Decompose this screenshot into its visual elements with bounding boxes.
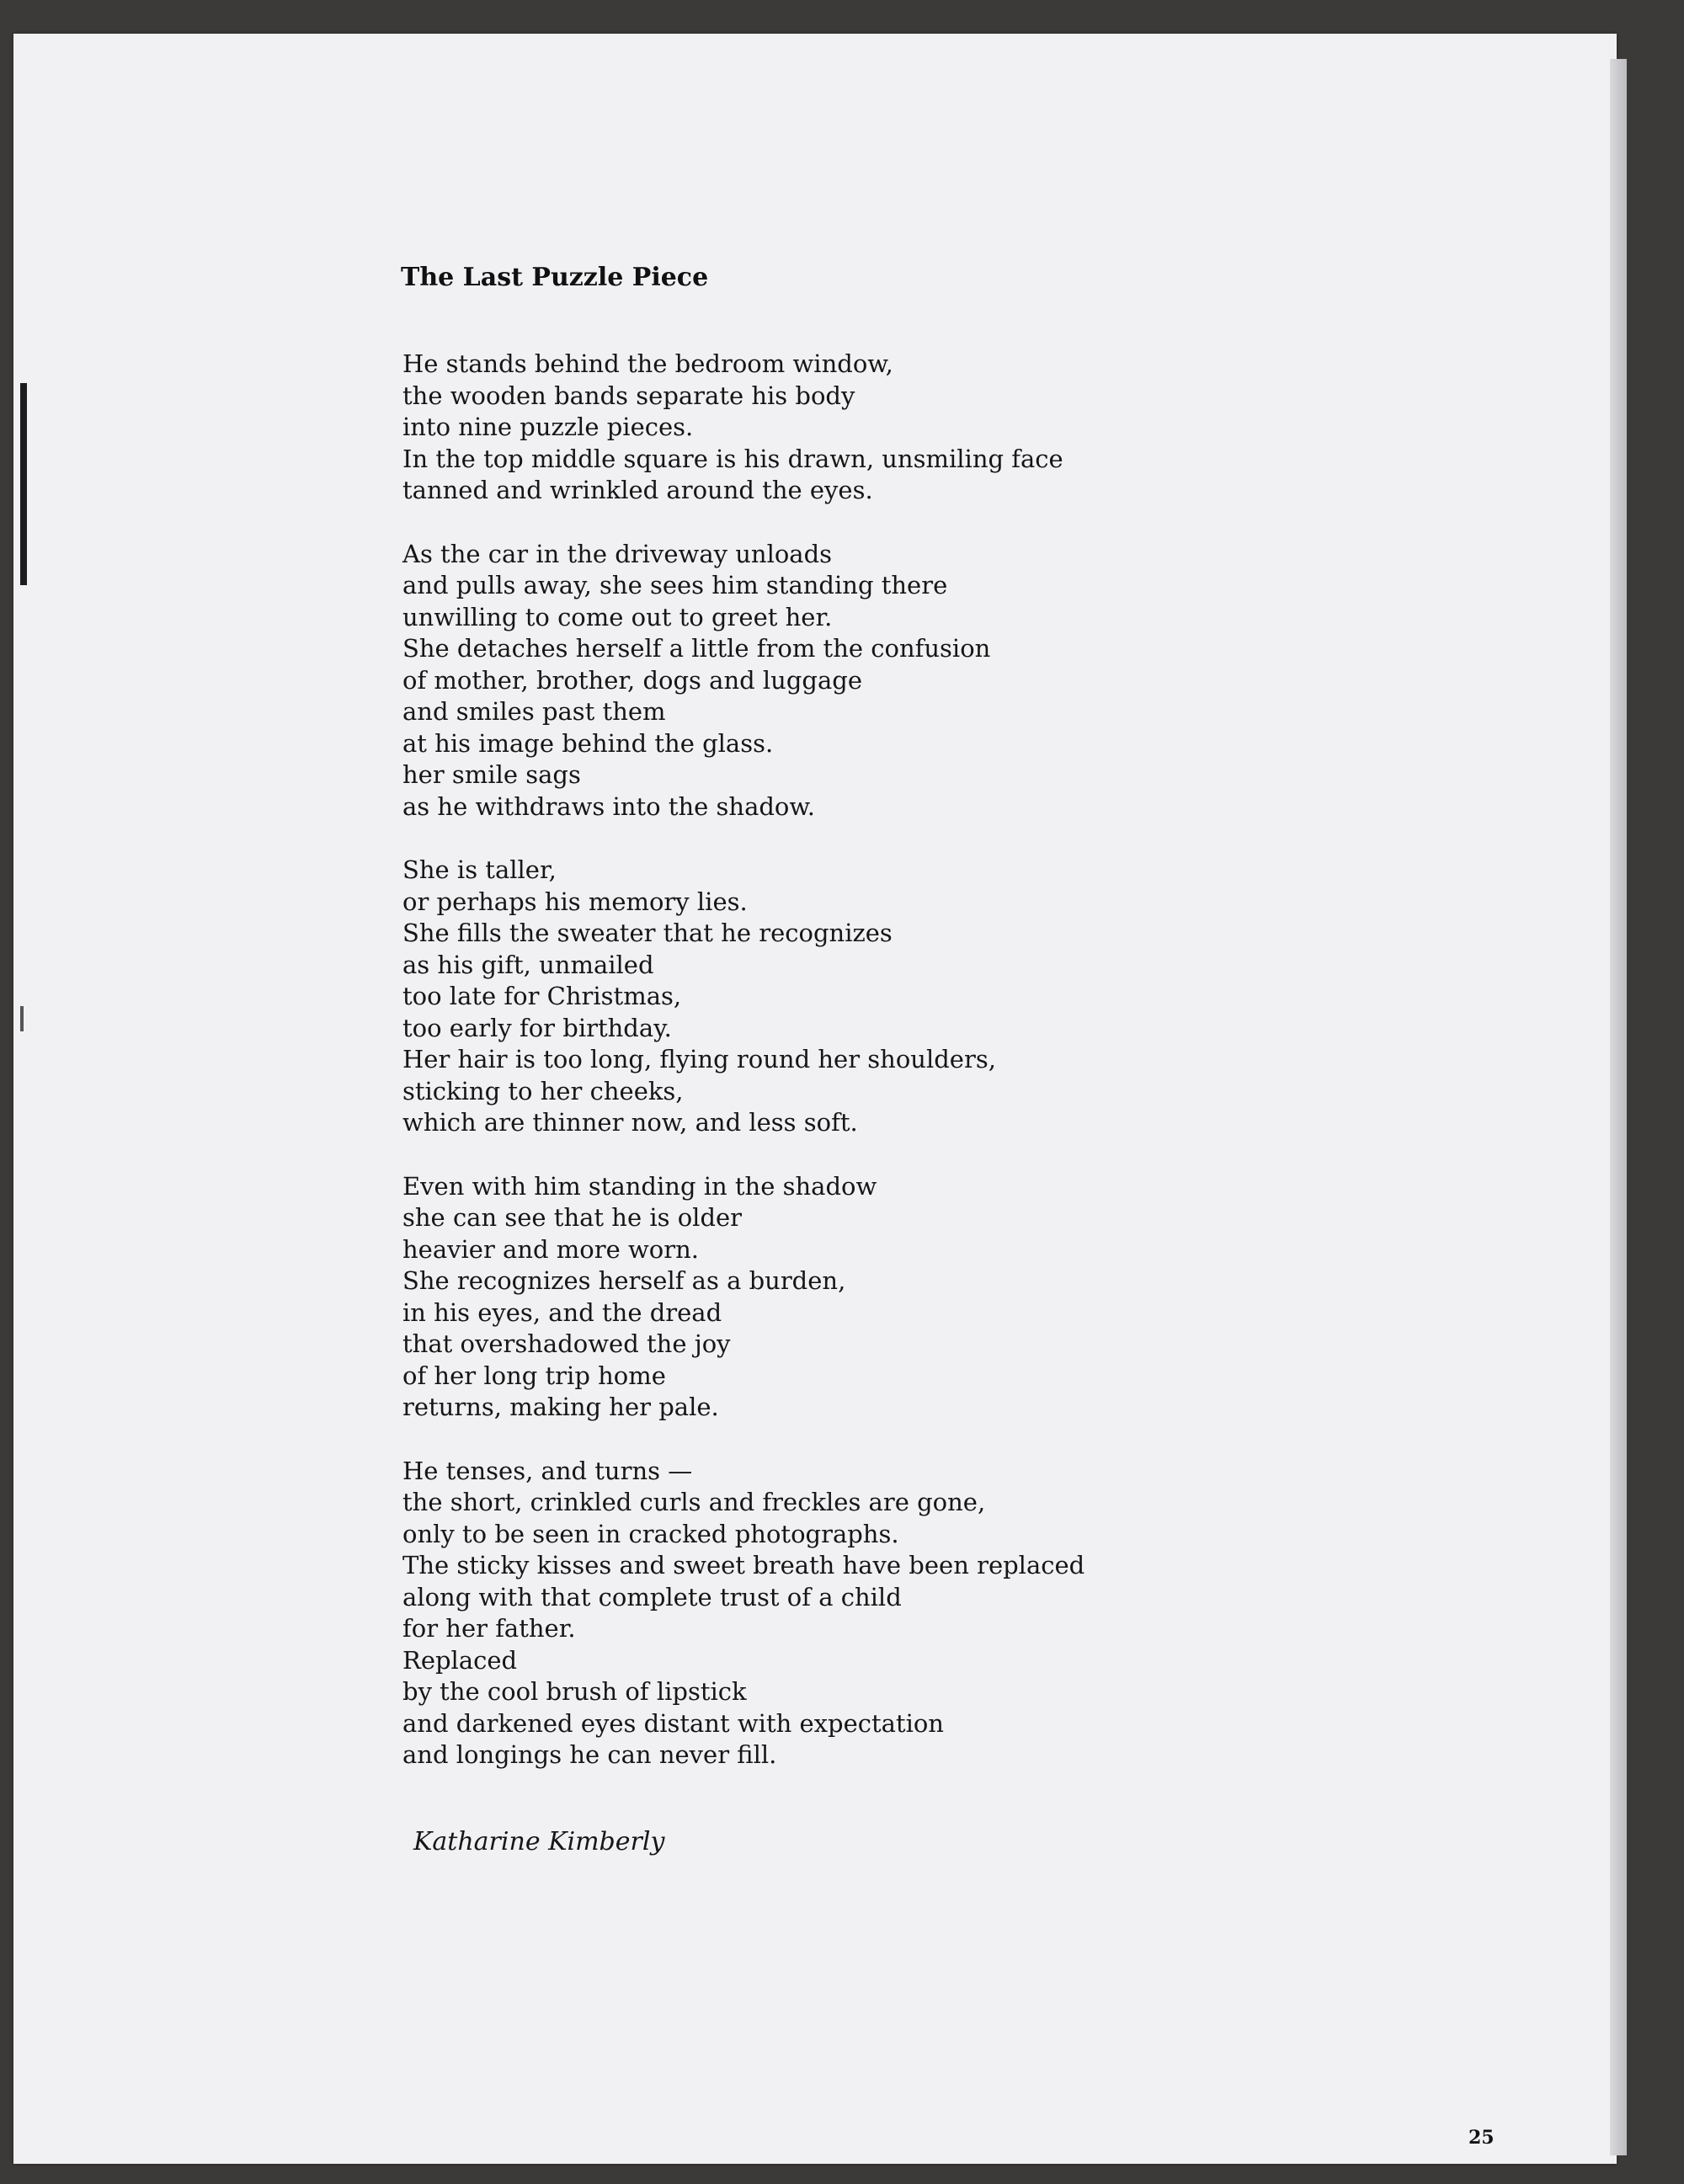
poem-line: along with that complete trust of a child bbox=[402, 1582, 902, 1611]
poem-line: sticking to her cheeks, bbox=[402, 1076, 684, 1105]
poem-line: Replaced bbox=[402, 1645, 518, 1675]
poem-line: unwilling to come out to greet her. bbox=[402, 602, 833, 631]
poem-line: As the car in the driveway unloads bbox=[402, 539, 833, 568]
poem-line: too late for Christmas, bbox=[402, 982, 682, 1010]
poem-line: He stands behind the bedroom window, bbox=[402, 349, 893, 378]
poem-line: the short, crinkled curls and freckles are gone, bbox=[402, 1488, 986, 1516]
poem-line: or perhaps his memory lies. bbox=[402, 887, 748, 916]
poem-line: only to be seen in cracked photographs. bbox=[402, 1519, 899, 1548]
poem-stanza bbox=[402, 1171, 1244, 1424]
poem-line: She is taller, bbox=[402, 855, 557, 884]
poem-body bbox=[402, 349, 1244, 1803]
poem-stanza bbox=[402, 855, 1244, 1139]
poem-line: at his image behind the glass. bbox=[402, 728, 774, 758]
page-edge bbox=[1610, 59, 1627, 2155]
poem-line: as his gift, unmailed bbox=[402, 950, 654, 979]
poem-line: and longings he can never fill. bbox=[402, 1740, 777, 1769]
poem-line: Her hair is too long, flying round her shoulders, bbox=[402, 1045, 996, 1073]
magazine-page bbox=[13, 34, 1617, 2164]
poem-line: The sticky kisses and sweet breath have been replaced bbox=[402, 1551, 1085, 1579]
poem-line: her smile sags bbox=[402, 760, 581, 789]
poem-line: heavier and more worn. bbox=[402, 1234, 700, 1264]
poem-author: Katharine Kimberly bbox=[413, 1827, 665, 1856]
poem-line: She detaches herself a little from the confusion bbox=[402, 634, 991, 663]
binding-mark-small bbox=[20, 1006, 24, 1031]
poem-line: into nine puzzle pieces. bbox=[402, 413, 694, 441]
poem-line: He tenses, and turns — bbox=[402, 1456, 693, 1485]
poem-line: returns, making her pale. bbox=[402, 1393, 719, 1421]
poem-line: and darkened eyes distant with expectation bbox=[402, 1708, 944, 1738]
page-number: 25 bbox=[1468, 2127, 1495, 2149]
poem-line: of her long trip home bbox=[402, 1361, 666, 1390]
poem-line: and pulls away, she sees him standing there bbox=[402, 571, 948, 599]
poem-stanza bbox=[402, 349, 1244, 507]
poem-line: In the top middle square is his drawn, unsmiling face bbox=[402, 444, 1063, 473]
binding-mark bbox=[20, 383, 27, 585]
poem-line: and smiles past them bbox=[402, 697, 666, 726]
poem-line: She recognizes herself as a burden, bbox=[402, 1266, 846, 1295]
poem-line: She fills the sweater that he recognizes bbox=[402, 919, 893, 947]
poem-line: the wooden bands separate his body bbox=[402, 381, 855, 410]
poem-title: The Last Puzzle Piece bbox=[401, 263, 709, 292]
poem-line: too early for birthday. bbox=[402, 1013, 672, 1042]
poem-line: tanned and wrinkled around the eyes. bbox=[402, 476, 873, 504]
poem-line: which are thinner now, and less soft. bbox=[402, 1108, 858, 1137]
poem-line: she can see that he is older bbox=[402, 1203, 743, 1232]
poem-line: of mother, brother, dogs and luggage bbox=[402, 665, 863, 695]
poem-line: for her father. bbox=[402, 1614, 576, 1643]
poem-line: as he withdraws into the shadow. bbox=[402, 791, 815, 821]
poem-stanza bbox=[402, 1456, 1244, 1771]
poem-line: that overshadowed the joy bbox=[402, 1329, 731, 1358]
poem-line: by the cool brush of lipstick bbox=[402, 1677, 747, 1706]
poem-stanza bbox=[402, 539, 1244, 823]
poem-line: Even with him standing in the shadow bbox=[402, 1171, 877, 1201]
poem-line: in his eyes, and the dread bbox=[402, 1297, 722, 1327]
